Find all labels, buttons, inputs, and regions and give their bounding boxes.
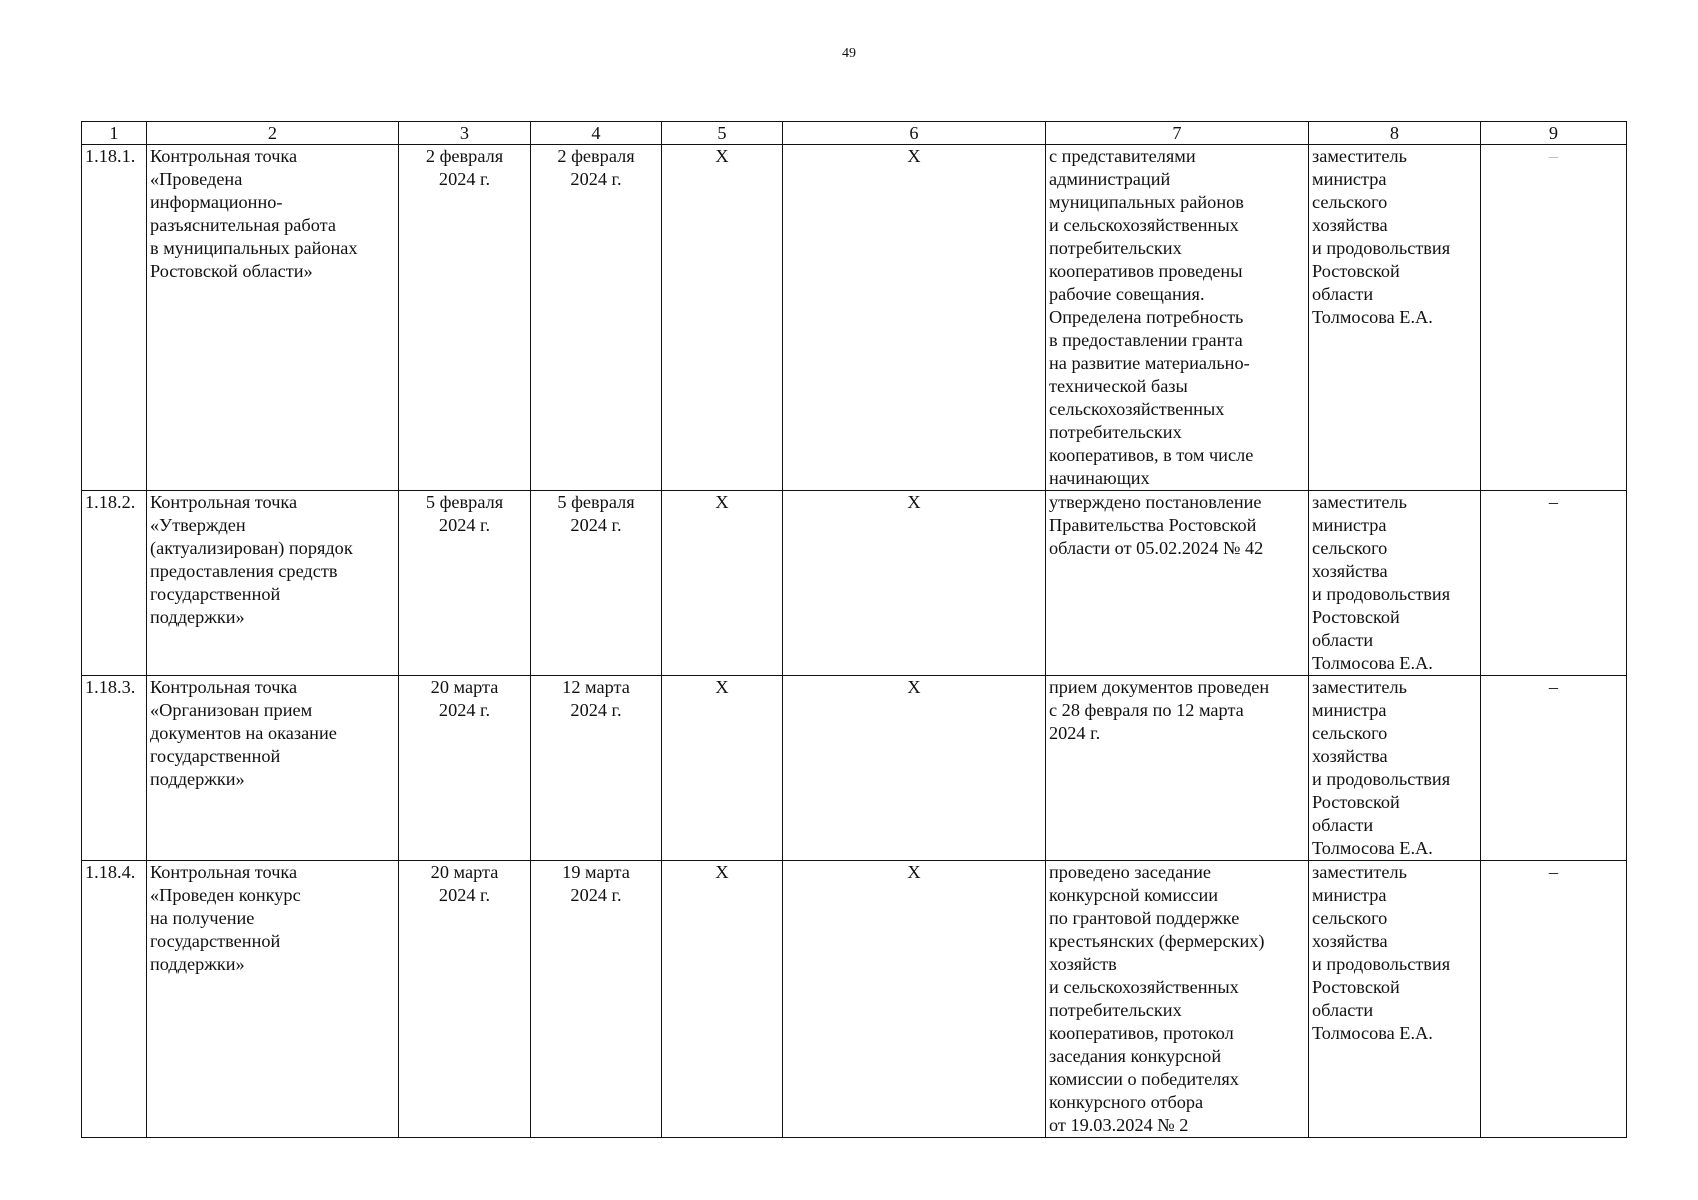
table-row xyxy=(82,861,1627,1138)
event-name: Контрольная точка «Утвержден (актуализирован) порядок предоставления средств государственной поддержки» xyxy=(147,491,399,676)
column-header: 6 xyxy=(783,122,1046,145)
column-header: 5 xyxy=(662,122,783,145)
col9-dash: – xyxy=(1481,145,1627,491)
column-header: 1 xyxy=(82,122,147,145)
col5-mark: X xyxy=(662,145,783,491)
event-name: Контрольная точка «Проведена информационно- разъяснительная работа в муниципальных районах Ростовской области» xyxy=(147,145,399,491)
fact-date: 19 марта 2024 г. xyxy=(531,861,662,1138)
item-number: 1.18.3. xyxy=(82,676,147,861)
col6-mark: X xyxy=(783,861,1046,1138)
col9-dash: – xyxy=(1481,861,1627,1138)
table-row xyxy=(82,491,1627,676)
item-number: 1.18.1. xyxy=(82,145,147,491)
col6-mark: X xyxy=(783,491,1046,676)
page-number: 49 xyxy=(842,46,856,61)
column-header: 9 xyxy=(1481,122,1627,145)
col5-mark: X xyxy=(662,491,783,676)
result-text: утверждено постановление Правительства Ростовской области от 05.02.2024 № 42 xyxy=(1046,491,1309,676)
plan-date: 20 марта 2024 г. xyxy=(399,676,531,861)
column-header: 2 xyxy=(147,122,399,145)
col5-mark: X xyxy=(662,676,783,861)
table-row xyxy=(82,145,1627,491)
plan-date: 2 февраля 2024 г. xyxy=(399,145,531,491)
fact-date: 2 февраля 2024 г. xyxy=(531,145,662,491)
responsible-person: заместитель министра сельского хозяйства и продовольствия Ростовской области Толмосова Е.А. xyxy=(1309,676,1481,861)
col6-mark: X xyxy=(783,145,1046,491)
item-number: 1.18.2. xyxy=(82,491,147,676)
column-header: 8 xyxy=(1309,122,1481,145)
plan-date: 5 февраля 2024 г. xyxy=(399,491,531,676)
column-header: 4 xyxy=(531,122,662,145)
column-header: 3 xyxy=(399,122,531,145)
control-points-table xyxy=(81,121,1627,1138)
plan-date: 20 марта 2024 г. xyxy=(399,861,531,1138)
result-text: прием документов проведен с 28 февраля по 12 марта 2024 г. xyxy=(1046,676,1309,861)
col9-dash: – xyxy=(1481,491,1627,676)
col9-dash: – xyxy=(1481,676,1627,861)
responsible-person: заместитель министра сельского хозяйства и продовольствия Ростовской области Толмосова Е.А. xyxy=(1309,861,1481,1138)
col5-mark: X xyxy=(662,861,783,1138)
event-name: Контрольная точка «Организован прием документов на оказание государственной поддержки» xyxy=(147,676,399,861)
responsible-person: заместитель министра сельского хозяйства и продовольствия Ростовской области Толмосова Е.А. xyxy=(1309,491,1481,676)
table-row xyxy=(82,676,1627,861)
fact-date: 5 февраля 2024 г. xyxy=(531,491,662,676)
item-number: 1.18.4. xyxy=(82,861,147,1138)
event-name: Контрольная точка «Проведен конкурс на получение государственной поддержки» xyxy=(147,861,399,1138)
column-header: 7 xyxy=(1046,122,1309,145)
fact-date: 12 марта 2024 г. xyxy=(531,676,662,861)
header-row xyxy=(82,122,1627,145)
col6-mark: X xyxy=(783,676,1046,861)
result-text: проведено заседание конкурсной комиссии по грантовой поддержке крестьянских (фермерских) хозяйств и сельскохозяйственных потребительских кооперативов, протокол заседания конкурсной комиссии о победителях конкурсного отбора от 19.03.2024 № 2 xyxy=(1046,861,1309,1138)
responsible-person: заместитель министра сельского хозяйства и продовольствия Ростовской области Толмосова Е.А. xyxy=(1309,145,1481,491)
result-text: с представителями администраций муниципальных районов и сельскохозяйственных потребительских кооперативов проведены рабочие совещания. Определена потребность в предоставлении гранта на развитие материально- технической базы сельскохозяйственных потребительских кооперативов, в том числе начинающих xyxy=(1046,145,1309,491)
